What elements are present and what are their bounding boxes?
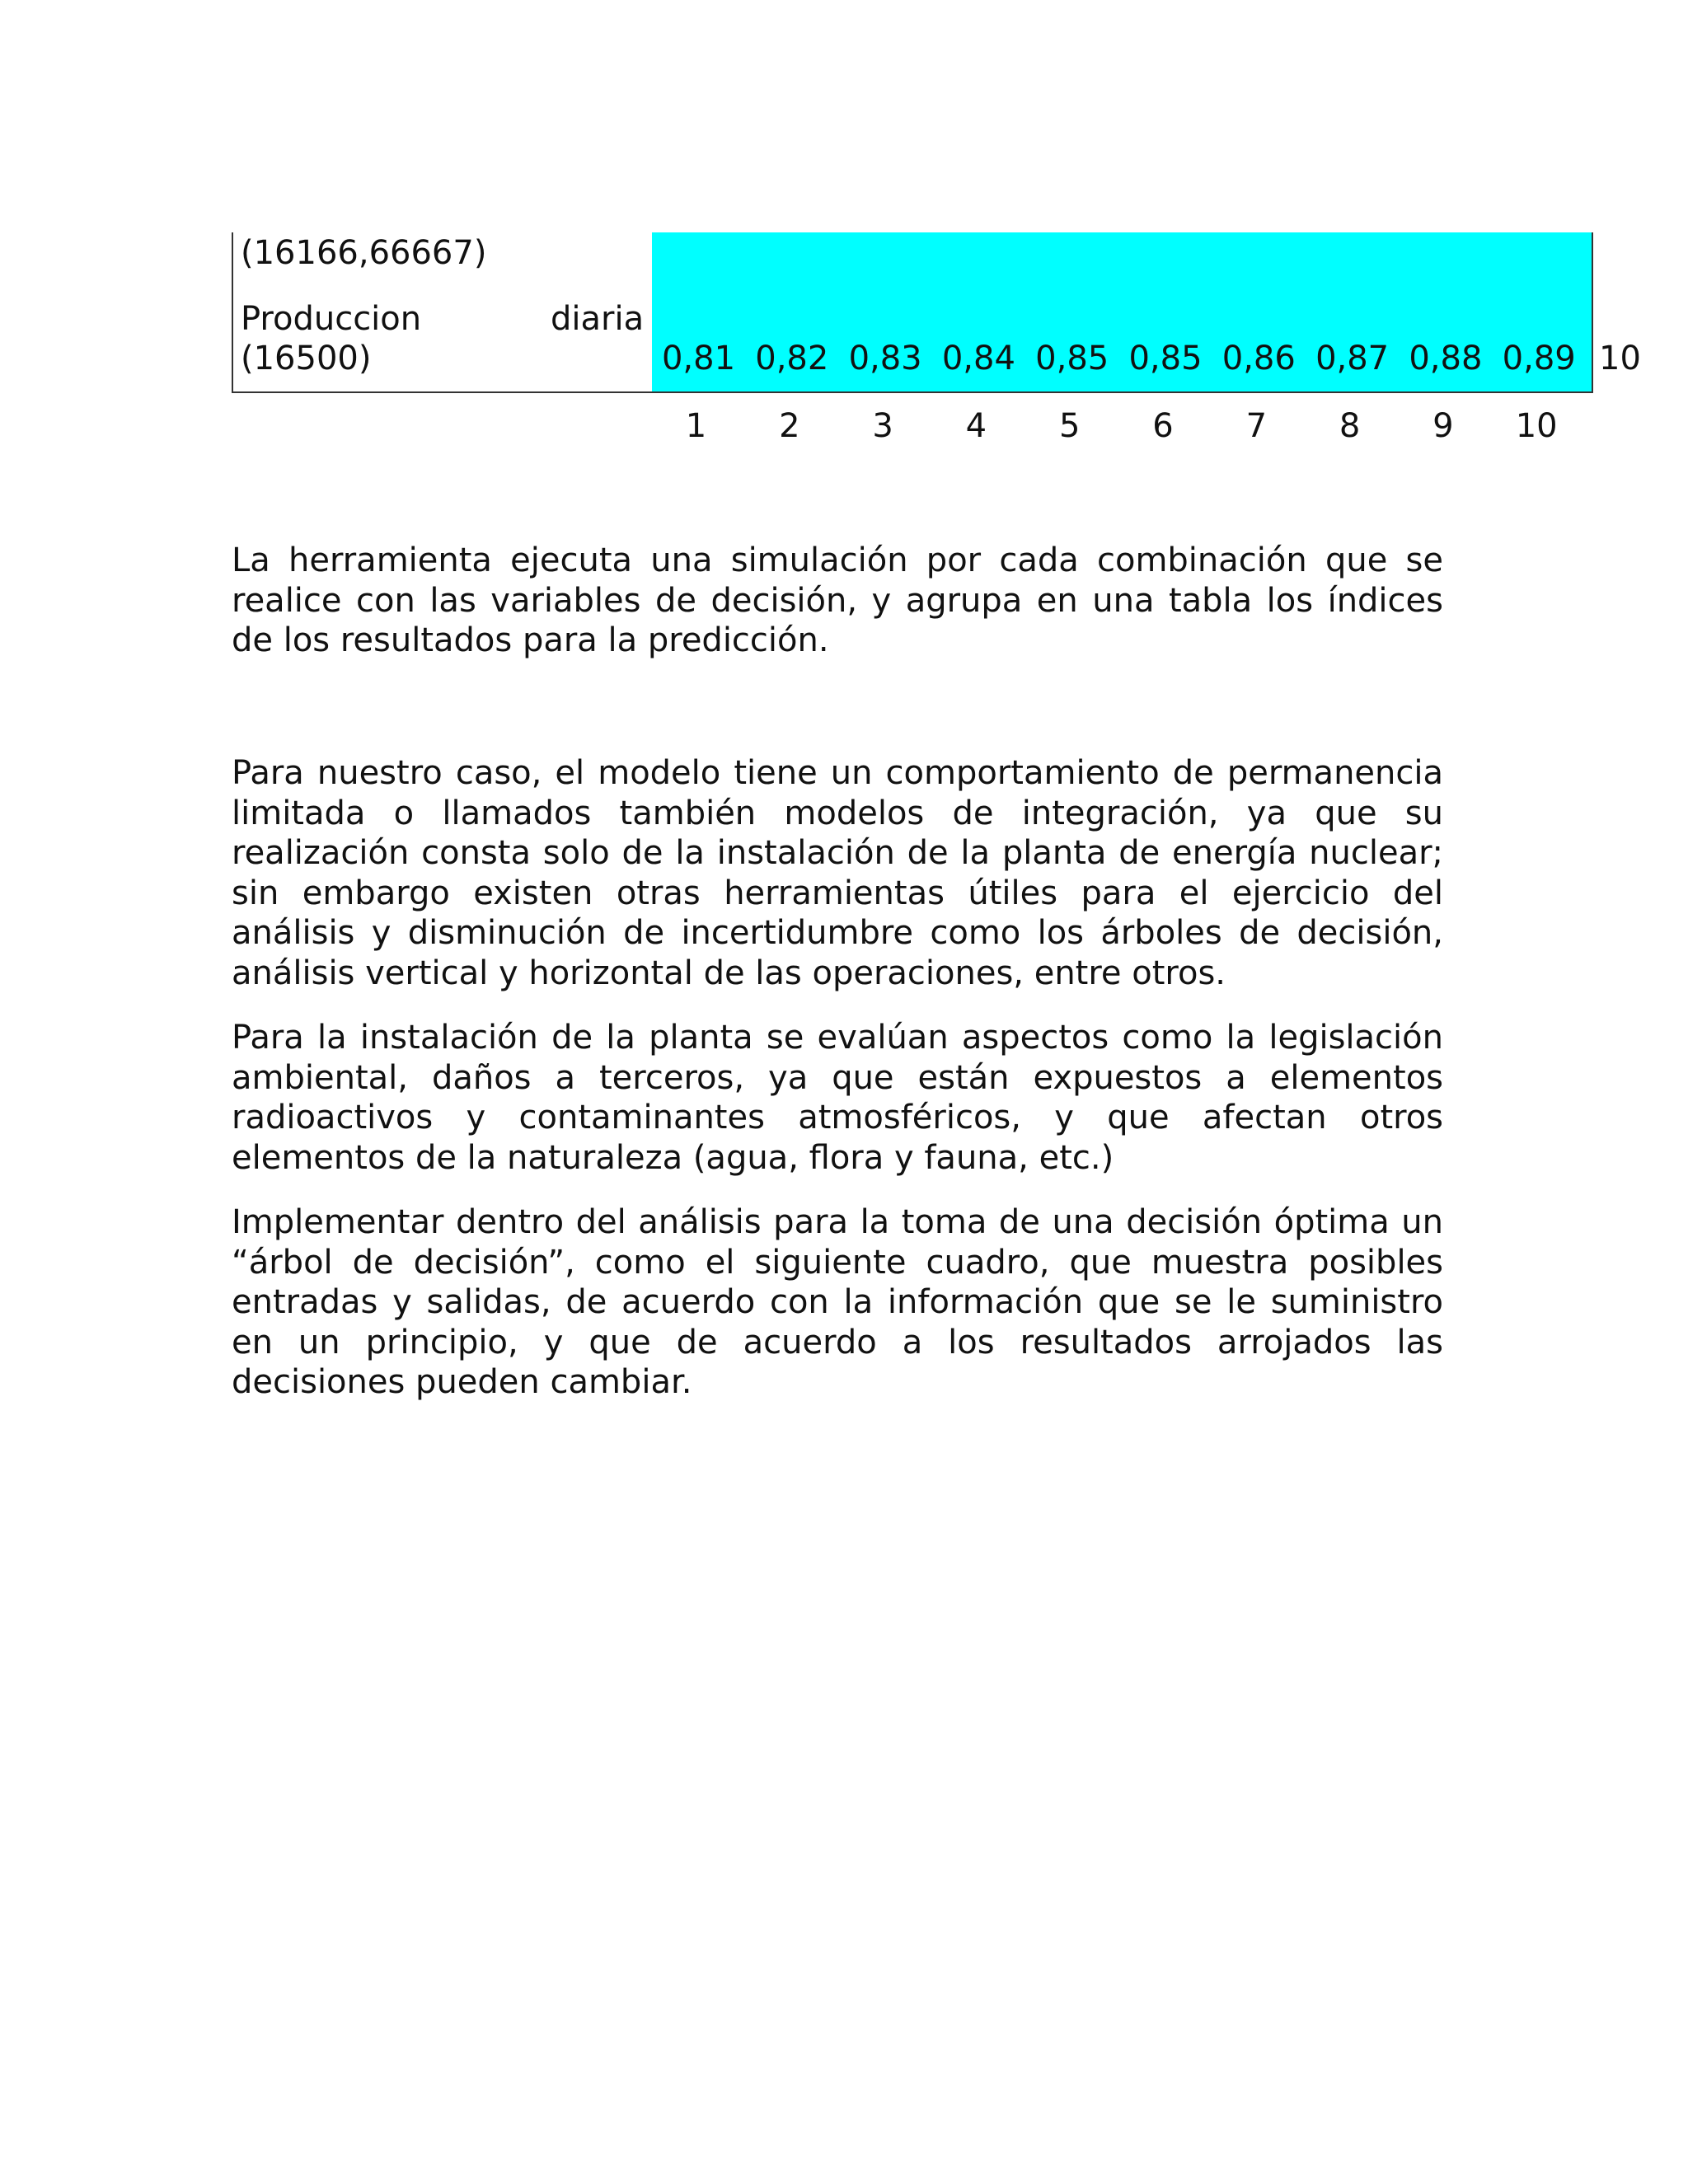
previous-row-value: (16166,66667)	[241, 234, 487, 272]
column-index: 2	[779, 407, 800, 445]
paragraph-plant-installation: Para la instalación de la planta se evalúan aspectos como la legislación ambiental, daños a terceros, ya que están expuestos a elementos radioactivos y contaminantes atmosféricos, y que afectan otros elementos de la naturaleza (agua, flora y fauna, etc.)	[232, 1019, 1443, 1177]
value-cell: 0,89	[1502, 340, 1576, 377]
trailing-value: 10	[1599, 340, 1641, 377]
column-index: 1	[685, 407, 707, 445]
column-index: 10	[1515, 407, 1558, 445]
value-cell: 0,81	[661, 340, 736, 377]
value-cell: 0,82	[755, 340, 829, 377]
value-cell: 0,85	[1128, 340, 1203, 377]
column-index: 8	[1339, 407, 1361, 445]
row-label-word-produccion: Produccion	[241, 300, 422, 338]
column-index: 4	[965, 407, 987, 445]
value-cell: 0,85	[1035, 340, 1109, 377]
value-cell: 0,86	[1221, 340, 1296, 377]
paragraph-decision-tree: Implementar dentro del análisis para la toma de una decisión óptima un “árbol de decisión”, como el siguiente cuadro, que muestra posibles entradas y salidas, de acuerdo con la información que se le suministro en un principio, y que de acuerdo a los resultados arrojados las decisiones pueden cambiar.	[232, 1203, 1443, 1401]
row-label-word-diaria: diaria	[551, 300, 645, 338]
value-cell: 0,84	[941, 340, 1015, 377]
paragraph-model-behavior: Para nuestro caso, el modelo tiene un comportamiento de permanencia limitada o llamados también modelos de integración, ya que su realización consta solo de la instalación de la planta de energía nuclear; sin embargo existen otras herramientas útiles para el ejercicio del análisis y disminución de incertidumbre como los árboles de decisión, análisis vertical y horizontal de las operaciones, entre otros.	[232, 754, 1443, 992]
paragraph-simulation: La herramienta ejecuta una simulación por cada combinación que se realice con las variables de decisión, y agrupa en una tabla los índices de los resultados para la predicción.	[232, 541, 1443, 659]
value-cell: 0,87	[1315, 340, 1390, 377]
value-cell: 0,88	[1409, 340, 1483, 377]
column-index: 9	[1432, 407, 1454, 445]
column-index: 7	[1245, 407, 1268, 445]
row-label-value: (16500)	[241, 340, 372, 377]
value-cell: 0,83	[848, 340, 922, 377]
column-index: 5	[1058, 407, 1081, 445]
column-index: 3	[872, 407, 893, 445]
column-index: 6	[1152, 407, 1174, 445]
